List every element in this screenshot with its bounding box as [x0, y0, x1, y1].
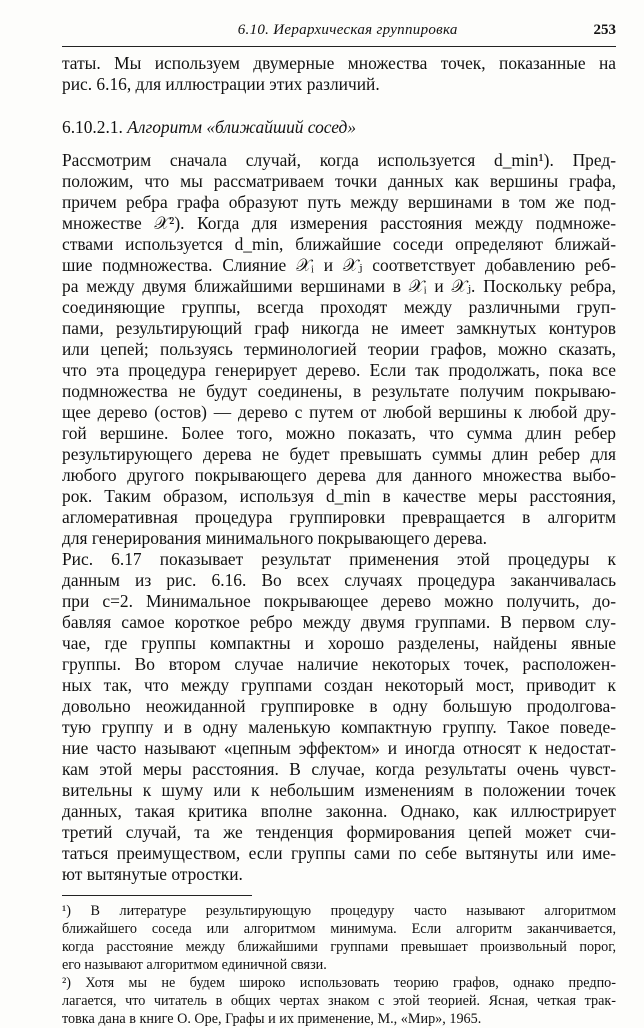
text-line: что эта процедура генерирует дерево. Если так продолжать, пока все [62, 360, 616, 380]
text-line: рок. Таким образом, используя d_min в качестве меры расстояния, [62, 486, 616, 506]
body-text [62, 53, 616, 1028]
intro-paragraph [62, 53, 616, 95]
text-line: ние часто называют «цепным эффектом» и иногда относят к недостат- [62, 738, 616, 758]
text-line: ²) Хотя мы не будем широко использовать теорию графов, однако предпо- [62, 975, 616, 991]
text-line: результирующего дерева не будет превышать суммы длин ребер для [62, 444, 616, 464]
text-line: положим, что мы рассматриваем точки данных как вершины графа, [62, 171, 616, 191]
text-line: группы. Во втором случае наличие некоторых точек, расположен- [62, 654, 616, 674]
page-number: 253 [593, 22, 616, 38]
text-line: ближайшего соседа или алгоритмом минимума. Если алгоритм заканчивается, [62, 921, 616, 937]
text-line: лагается, что читатель в общих чертах знаком с этой теорией. Ясная, четкая трак- [62, 993, 616, 1009]
text-line: третий случай, та же тенденция формирования цепей может счи- [62, 822, 616, 842]
text-line: данным из рис. 6.16. Во всех случаях процедура заканчивалась [62, 570, 616, 590]
text-line: шие подмножества. Слияние 𝒳ᵢ и 𝒳ⱼ соответствует добавлению реб- [62, 255, 616, 275]
text-line: множестве 𝒳²). Когда для измерения расстояния между подмноже- [62, 213, 616, 233]
footnote-1 [62, 902, 616, 974]
text-line: или цепей; пользуясь терминологией теории графов, можно сказать, [62, 339, 616, 359]
text-line: чае, где группы компактны и хорошо разделены, найдены явные [62, 633, 616, 653]
paragraph-figure-discussion [62, 549, 616, 885]
text-line: агломеративная процедура группировки превращается в алгоритм [62, 507, 616, 527]
section-title: Алгоритм «ближайший сосед» [127, 117, 357, 137]
text-line: ных так, что между группами создан некоторый мост, приводит к [62, 675, 616, 695]
text-line: ¹) В литературе результирующую процедуру часто называют алгоритмом [62, 903, 616, 919]
footnotes [62, 902, 616, 1028]
chapter-section-title: 6.10. Иерархическая группировка [237, 22, 458, 38]
footnote-divider [62, 895, 252, 896]
text-line: его называют алгоритмом единичной связи. [62, 957, 327, 973]
running-header [62, 22, 616, 47]
paragraph-nearest-neighbor [62, 150, 616, 549]
section-number: 6.10.2.1. [62, 117, 123, 137]
text-line: гой вершине. Более того, можно показать, что сумма длин ребер [62, 423, 616, 443]
text-line: когда расстояние между ближайшими группами превышает произвольный порог, [62, 939, 616, 955]
text-line: пами, результирующий граф никогда не имеет замкнутых контуров [62, 318, 616, 338]
footnote-2 [62, 974, 616, 1028]
text-line: кам этой меры расстояния. В случае, когда результаты очень чувст- [62, 759, 616, 779]
text-line: товка дана в книге О. Оре, Графы и их применение, М., «Мир», 1965. [62, 1011, 482, 1027]
text-line: при c=2. Минимальное покрывающее дерево можно получить, до- [62, 591, 616, 611]
text-line: таты. Мы используем двумерные множества точек, показанные на [62, 53, 616, 73]
text-line: рис. 6.16, для иллюстрации этих различий. [62, 74, 380, 94]
text-line: ют вытянутые отростки. [62, 864, 243, 884]
text-line: соединяющие группы, всегда проходят между различными груп- [62, 297, 616, 317]
text-line: причем ребра графа образуют путь между вершинами в том же под- [62, 192, 616, 212]
text-line: ра между двумя ближайшими вершинами в 𝒳ᵢ и 𝒳ⱼ. Поскольку ребра, [62, 276, 616, 296]
text-line: данных, такая критика вполне законна. Однако, как иллюстрирует [62, 801, 616, 821]
text-line: для генерирования минимального покрывающего дерева. [62, 528, 488, 548]
text-line: подмножества не будут соединены, в результате получим покрываю- [62, 381, 616, 401]
text-line: ствами используется d_min, ближайшие соседи определяют ближай- [62, 234, 616, 254]
text-line: довольно неожиданной группировке в одну большую продолгова- [62, 696, 616, 716]
text-line: бавляя самое короткое ребро между двумя группами. В первом слу- [62, 612, 616, 632]
text-line: вительны к шуму или к небольшим изменениям в положении точек [62, 780, 616, 800]
text-line: тую группу и в одну маленькую компактную группу. Такое поведе- [62, 717, 616, 737]
text-line: любого другого покрывающего дерева для данного множества выбо- [62, 465, 616, 485]
text-line: Рассмотрим сначала случай, когда используется d_min¹). Пред- [62, 150, 616, 170]
text-line: щее дерево (остов) — дерево с путем от любой вершины к любой дру- [62, 402, 616, 422]
section-heading [62, 117, 616, 138]
book-page [62, 22, 616, 1028]
text-line: Рис. 6.17 показывает результат применения этой процедуры к [62, 549, 616, 569]
text-line: таться преимуществом, если группы сами по себе вытянуты или име- [62, 843, 616, 863]
